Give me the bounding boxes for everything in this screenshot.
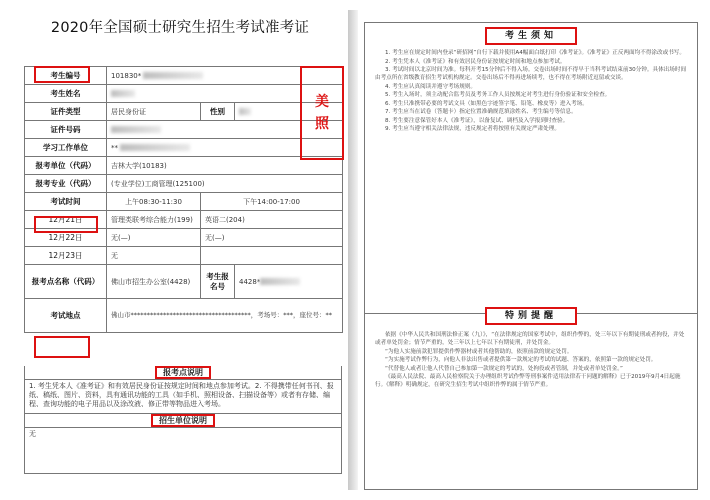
row-apply-unit [25, 157, 343, 175]
unit-note-title-bar [24, 414, 342, 428]
notice-paragraph: 1. 考生应在规定时间内登录“研招网”自行下载并使用A4幅面白纸打印《准考证》。《准考证》正反两面均不得涂改或书写。 [385, 50, 685, 56]
redacted-id [111, 126, 161, 133]
label-exam-place: 考试地点 [25, 299, 107, 333]
value-apply-major: (专业学位)工商管理(125100) [107, 175, 343, 193]
highlight-exam-no [34, 66, 90, 83]
photo-char: 照 [315, 116, 329, 132]
label-id-no: 证件号码 [25, 121, 107, 139]
redacted-unit [120, 144, 190, 151]
value-site-no: 4428* [239, 277, 261, 286]
unit-note-text: 无 [24, 428, 342, 474]
value-exam-no: 101830* [111, 71, 142, 80]
notice-title: 考生须知 [485, 27, 577, 45]
notice-body [375, 49, 687, 305]
value-exam-place: 佛山市*************************************，考场号：***，座位号：** [107, 299, 343, 333]
warn-paragraph: “为他人实施前款犯罪提供作弊器材或者其他帮助的，依照前款的规定处罚。 [385, 348, 573, 355]
label-id-type: 证件类型 [25, 103, 107, 121]
admission-ticket-page [14, 8, 346, 492]
label-exam-no: 考生编号 [25, 67, 107, 85]
notice-paragraph: 8. 考生要注意保管好本人《准考证》，以备复试、调档及入学报到时查验。 [385, 117, 569, 124]
schedule-row [25, 247, 343, 265]
row-work-unit [25, 139, 343, 157]
label-name: 考生姓名 [25, 85, 107, 103]
site-note-text: 1. 考生凭本人《准考证》和有效居民身份证按规定时间和地点参加考试。2. 不得携带任何书刊、报纸、稿纸、图片、资料，具有通讯功能的工具（如手机、照相设备、扫描设备等）或者有存储、编程、查询功能的电子用品以及涂改液、修正带等物品进入考场。 [24, 380, 342, 414]
schedule-date: 12月22日 [25, 229, 107, 247]
time-am: 上午08:30-11:30 [107, 193, 201, 211]
unit-note-title: 招生单位说明 [151, 414, 215, 427]
highlight-exam-place [34, 336, 90, 358]
label-apply-unit: 报考单位（代码） [25, 157, 107, 175]
site-note-title: 报考点说明 [155, 366, 211, 379]
row-id-no [25, 121, 343, 139]
notice-paragraph: 5. 考生入场时，须主动配合监考员及考务工作人员按规定对考生进行身份验证和安全检查。 [385, 92, 611, 98]
time-pm: 下午14:00-17:00 [201, 193, 343, 211]
label-site-no: 考生报名号 [201, 265, 235, 299]
redacted-gender [239, 108, 251, 115]
notice-paragraph: 6. 考生只准携带必要的考试文具（如黑色字迹签字笔、铅笔、橡皮等）进入考场。 [385, 100, 588, 107]
value-apply-unit: 吉林大学(10183) [107, 157, 343, 175]
row-exam-time-header [25, 193, 343, 211]
ticket-info-table [24, 66, 343, 333]
photo-placeholder [300, 66, 344, 160]
notice-paragraph: 2. 考生凭本人《准考证》和有效居民身份证按规定时间和地点参加考试。 [385, 58, 566, 65]
value-exam-site: 佛山市招生办公室(4428) [107, 265, 201, 299]
redacted-text [143, 72, 203, 79]
schedule-date: 12月23日 [25, 247, 107, 265]
highlight-exam-time [34, 216, 98, 233]
label-apply-major: 报考专业（代码） [25, 175, 107, 193]
redacted-name [111, 90, 135, 97]
row-exam-site [25, 265, 343, 299]
row-apply-major [25, 175, 343, 193]
warn-paragraph: “为实施考试作弊行为，向他人非法出售或者提供第一款规定的考试的试题、答案的，依照第一款的规定处罚。 [385, 357, 657, 363]
value-id-type: 居民身份证 [107, 103, 201, 121]
warn-paragraph: 《最高人民法院、最高人民检察院关于办理组织考试作弊等刑事案件适用法律若干问题的解释》已于2019年9月4日起施行。《解释》明确规定，在研究生招生考试中组织作弊的属于情节严重。 [375, 374, 681, 388]
row-id-type [25, 103, 343, 121]
schedule-am: 管理类联考综合能力(199) [107, 211, 201, 229]
warn-title: 特别提醒 [485, 307, 577, 325]
photo-char: 美 [315, 94, 329, 110]
notice-page [364, 22, 698, 490]
schedule-pm [201, 247, 343, 265]
schedule-pm: 英语二(204) [201, 211, 343, 229]
redacted-text [260, 278, 300, 285]
warn-paragraph: 依据《中华人民共和国刑法修正案（九）》，“在法律规定的国家考试中，组织作弊的，处三年以下有期徒刑或者拘役，并处或者单处罚金；情节严重的，处三年以上七年以下有期徒刑，并处罚金。 [375, 332, 685, 346]
notice-paragraph: 7. 考生应当在试卷（答题卡）指定位置准确规范填涂姓名、考生编号等信息。 [385, 109, 577, 115]
label-exam-time: 考试时间 [25, 193, 107, 211]
notice-paragraph: 9. 考生应当遵守相关法律法规，违反规定者将按照有关规定严肃处理。 [385, 126, 560, 132]
schedule-am: 无 [107, 247, 201, 265]
value-work-unit: ** [111, 143, 118, 152]
label-exam-site: 报考点名称（代码） [25, 265, 107, 299]
schedule-am: 无(—) [107, 229, 201, 247]
notice-paragraph: 4. 考生应认真阅读并遵守考场规则。 [385, 83, 477, 90]
row-exam-place [25, 299, 343, 333]
label-work-unit: 学习工作单位 [25, 139, 107, 157]
site-note-title-bar [24, 366, 342, 380]
ticket-title: 2020年全国硕士研究生招生考试准考证 [50, 20, 310, 36]
row-name [25, 85, 343, 103]
schedule-pm: 无(—) [201, 229, 343, 247]
page-gap-shadow [348, 10, 358, 490]
warn-body [375, 331, 687, 481]
notice-paragraph: 3. 考试时间以北京时间为准。每科开考15分钟后不得入场。交卷出场时间不得早于当科考试结束前30分钟。具体出场时间由考点所在省级教育招生考试机构规定。交卷出场后不得再进场续考，也不得在考场附近逗留或交谈。 [375, 67, 687, 81]
label-gender: 性别 [201, 103, 235, 121]
warn-paragraph: “代替他人或者让他人代替自己参加第一款规定的考试的，处拘役或者管制，并处或者单处罚金。” [385, 365, 623, 372]
schedule-date: 12月21日 [25, 211, 107, 229]
